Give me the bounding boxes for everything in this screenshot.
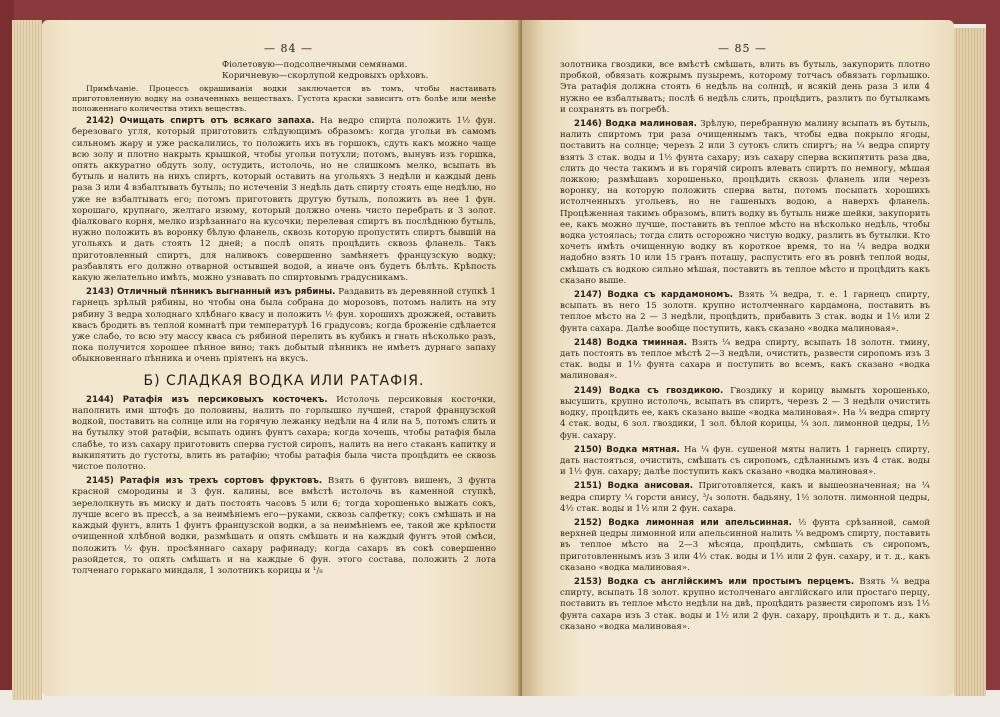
recipe-body: Взять ¼ ведра спирту, всыпать 18 золот. крупно истолченаго англійскаго или простаго перцу, поставить въ теплое мѣсто недѣли на двѣ, процѣдить развести сиропомъ изъ 1½ фунта сахара изъ 3 стак. воды и 1½ или 2 фун. сахару, процѣдить и т. д., какъ сказано «водка малиновая». [560, 576, 930, 632]
recipe-body: ½ фунта срѣзанной, самой верхней цедры лимонной или апельсинной налить ¼ ведромъ спирту, поставить въ теплое мѣсто на 2—3 мѣсяца, процѣдить, смѣшать съ сиропомъ, приготовленнымъ изъ 3 или 4½ стак. воды и 1½ или 2 фун. сахару, и т. д., какъ сказано «водка малиновая». [560, 517, 930, 573]
recipe-body: Взять 6 фунтовъ вишенъ, 3 фунта красной смородины и 3 фун. калины, все вмѣстѣ истолочь въ каменной ступкѣ, зерелолкнуть въ миску и дать постоять часовъ 5 или 6; тогда хорошенько выжать сокъ, лучше всего въ прессѣ, а за неимѣніемъ его—руками, сквозь салфетку; сокъ смѣшать и на каждый фунтъ, влить 1 фунтъ французской водки, а за неимѣніемъ ее, такой же крѣпости очищенной хлѣбной водки, размѣшать и опять смѣшать и на каждый фунтъ этой смѣси, положить ½ фун. просѣяннаго сахару рафинаду; когда сахаръ въ сокѣ совершенно разойдется, то опять смѣшать и на каждые 6 фун. этого состава, положить 2 лота толченаго горькаго миндаля, 1 золотникъ корицы и ¹/₈ [72, 476, 496, 576]
page-edges-left [12, 20, 42, 700]
recipe-title: 2151) Водка анисовая. [574, 481, 694, 492]
right-page [522, 20, 954, 696]
recipe-body: Приготовляется, какъ и вышеозначенная; на ¼ ведра спирту ¼ горсти анису, ³/₄ золотн. бадьяну, 1½ золотн. лимонной цедры, 4½ стак. воды и 1½ или 2 фун. сахара. [560, 481, 930, 514]
recipe-2152 [560, 518, 930, 574]
recipe-body: Истолочь персиковыя косточки, наполнить ими штофъ до половины, налить по горлышко лучшей, старой французской водкой, поставить на солнце или на горячую лежанку недѣли на 4 или на 5, потомъ слить и на бутылку этой ратафіи, всыпать одинъ фунтъ сахара; когда хочешь, чтобы ратафія была слабѣе, то изъ сахару приготовить сперва густой сиропъ, налить на него стаканъ капитку и выкипятить до густоты, влить въ ратафію; чтобы ратафія была чиста процѣдить ее сквозь чистое полотно. [72, 394, 496, 473]
recipe-2150 [560, 445, 930, 479]
recipe-2153 [560, 577, 930, 633]
recipe-2143 [72, 287, 496, 365]
page-number-right: — 85 — [718, 42, 767, 55]
recipe-body: На ведро спирта положить 1½ фун. березоваго угля, который приготовить слѣдующимъ образомъ: когда угольи въ самомъ сильномъ жару и уже раскалились, то положить ихъ въ горшокъ, сдуть какъ можно чаще всю золу и плотно накрыть крышкой, чтобы угольи потухли; потомъ, вынувъ изъ горшка, опять аккуратно обдуть золу, остудить, истолочь, но не слишкомъ мелко, всыпать въ бутыль и налить на нихъ спиртъ, который оставить на угольяхъ 3 недѣли и каждый день раза 3 или 4 взбалтывать бутыль; по истеченіи 3 недѣль дать спирту стоять еще недѣлю, но уже не взбалтывать его; потомъ приготовить другую бутыль, положить въ нее 1 фун. хорошаго, крупнаго, желтаго изюму, который должно очень чисто перебрать и 3 золот. фіалковаго корня, мелко изрѣзаннаго на кусочки; перелевая спиртъ въ послѣднюю бутыль, нужно положить въ воронку бѣлую фланель, сквозь которую пропустить спиртъ бывшій на угольяхъ и дать стоять 12 дней; а послѣ опять процѣдить сквозь фланель. Такъ приготовленный спиртъ, для наливокъ совершенно замѣняетъ французскую водку; разбавлять его должно отварной остывшей водой, а иначе онъ будетъ бѣлѣть. Крѣпость какую желательно имѣть, можно узнавать по спиртовымъ градусникамъ. [72, 116, 496, 284]
recipe-2147 [560, 290, 930, 335]
recipe-2145 [72, 476, 496, 577]
left-page [42, 20, 522, 696]
intro-line: Коричневую—скорлупой кедровыхъ орѣховъ. [222, 71, 429, 82]
recipe-title: 2147) Водка съ кардамономъ. [574, 290, 734, 301]
recipe-title: 2153) Водка съ англійскимъ или простымъ перцемъ. [574, 576, 855, 587]
recipe-2144 [72, 395, 496, 473]
recipe-title: 2148) Водка тминная. [574, 337, 688, 348]
note-paragraph: Примѣчаніе. Процессъ окрашиванія водки заключается въ томъ, чтобы настаивать приготовленную водку на означенныхъ веществахъ. Густота краски зависитъ отъ болѣе или менѣе положеннаго количества этихъ веществъ. [72, 84, 496, 113]
recipe-title: 2152) Водка лимонная или апельсинная. [574, 517, 792, 528]
recipe-title: 2145) Ратафія изъ трехъ сортовъ фруктовъ. [86, 476, 323, 487]
recipe-title: 2149) Водка съ гвоздикою. [574, 385, 724, 396]
recipe-2146 [560, 119, 930, 287]
recipe-body: Раздавить въ деревянной ступкѣ 1 гарнецъ зрѣлый рябины, но чтобы она была собрана до морозовъ, потомъ налить на эту рябину 3 ведра холоднаго хлѣбнаго квасу и положить ½ фун. хорошихъ дрожжей, оставить квасъ бродить въ теплой комнатѣ при температурѣ 16 градусовъ; когда броженіе сдѣлается уже слабо, то всю эту массу кваса съ рябиной перелить въ кубикъ и гнать нѣсколько разъ, пока получится хорошее пѣнное вино; такъ добытый пѣнникъ не имѣетъ дурнаго запаху обыкновеннаго пѣнника и очень пріятенъ на вкусъ. [72, 287, 497, 365]
book-cover-right [986, 0, 1000, 690]
recipe-title: 2150) Водка мятная. [574, 444, 680, 455]
recipe-title: 2142) Очищать спиртъ отъ всякаго запаха. [86, 116, 315, 127]
page-number-left: — 84 — [264, 42, 313, 55]
recipe-body: Гвоздику и корицу вымыть хорошенько, высушить, крупно истолочь, всыпать въ спиртъ, черезъ 2 — 3 недѣли очистить водку, процѣдить ее, какъ сказано выше «водка малиновая». На ¼ ведра спирту 4 стак. воды, 6 зол. гвоздики, 1 зол. бѣлой корицы, ¼ зол. лимонной цедры, 1½ фун. сахару. [560, 385, 931, 441]
recipe-body: На ¼ фун. сушеной мяты налить 1 гарнецъ спирту, дать настояться, очистить, смѣшать съ сиропомъ, сдѣланнымъ изъ 4 стак. воды и 1½ фун. сахару; далѣе поступить какъ сказано «водка малиновая». [560, 444, 930, 478]
recipe-2149 [560, 386, 930, 442]
left-page-text [72, 60, 496, 580]
right-page-text [560, 60, 930, 636]
section-heading: Б) СЛАДКАЯ ВОДКА ИЛИ РАТАФІЯ. [143, 372, 425, 389]
recipe-body: Зрѣлую, перебранную малину всыпать въ бутыль, налить спиртомъ три раза очищеннымъ такъ, чтобы едва покрыло ягоды, поставить на солнце; черезъ 2 или 3 сутокъ слить спиртъ; на ¼ ведра спирту взять 3 стак. воды и 1½ фунта сахару; изъ сахару сперва вскипятить раза два, слить до честа такимъ и въ горячій сиропъ влевать спиртъ по немногу, мѣшая ложкою; размѣшавъ хорошенько, процѣдить сквозь фланель или черезъ воронку, на которую положить сперва ваты, потомъ посыпать хорошихъ истолченныхъ угольевъ, но не гашеныхъ водою, а наверхъ фланель. Процѣженная такимъ образомъ, влить водку въ бутыль ниже шейки, закупорить ее, какъ можно лучше, поставить въ теплое мѣсто на нѣсколько недѣль, чтобы водка устоялась; тогда слить осторожно чистую водку, разлить въ бутылки. Кто хочетъ имѣть очищенную водку въ короткое время, то на ¼ ведра водки надобно взять 10 или 15 гранъ поташу, распустить его въ ровнѣ теплой воды, смѣшать съ водкою сильно мѣшая, поставить въ теплое мѣсто и процѣдить какъ сказано выше. [560, 119, 930, 286]
intro-line: Фіолетовую—подсолнечными семянами. [222, 60, 408, 70]
open-book [12, 14, 986, 704]
recipe-title: 2146) Водка малиновая. [574, 119, 697, 130]
recipe-body: Взять ¼ ведра, т. е. 1 гарнецъ спирту, всыпать въ него 15 золотн. крупно истолченнаго кардамона, поставить въ теплое мѣсто на 2 — 3 недѣли, процѣдить, прибавить 3 стак. воды и 1½ или 2 фунта сахара. Далѣе вообще поступить, какъ сказано «водка малиновая». [560, 290, 930, 334]
recipe-body: Взять ¼ ведра спирту, всыпать 18 золотн. тмину, дать постоять въ теплое мѣстѣ 2—3 недѣли, очистить, развести сиропомъ изъ 3 стак. воды и 1½ фунта сахара и поступить во всемъ, какъ сказано «водка малиновая». [560, 337, 931, 382]
page-edges-right [954, 28, 986, 696]
recipe-title: 2144) Ратафія изъ персиковыхъ косточекъ. [86, 394, 328, 405]
recipe-2148 [560, 338, 930, 383]
recipe-title: 2143) Отличный пѣнникъ выгнанный изъ рябины. [86, 287, 336, 298]
continued-paragraph: золотника гвоздики, все вмѣстѣ смѣшать, влить въ бутыль, закупорить плотно пробкой, обвязать кожрымъ пузыремъ, которому тотчасъ обвязать горлышко. Эта ратафія должна стоять 6 недѣль на солнцѣ, и всякій день раза 3 или 4 нужно ее взбалтывать; послѣ 6 недѣль слить, процѣдить, разлить по бутылкамъ и сохранять въ погребѣ. [560, 60, 930, 115]
recipe-2151 [560, 481, 930, 515]
recipe-2142 [72, 116, 496, 284]
